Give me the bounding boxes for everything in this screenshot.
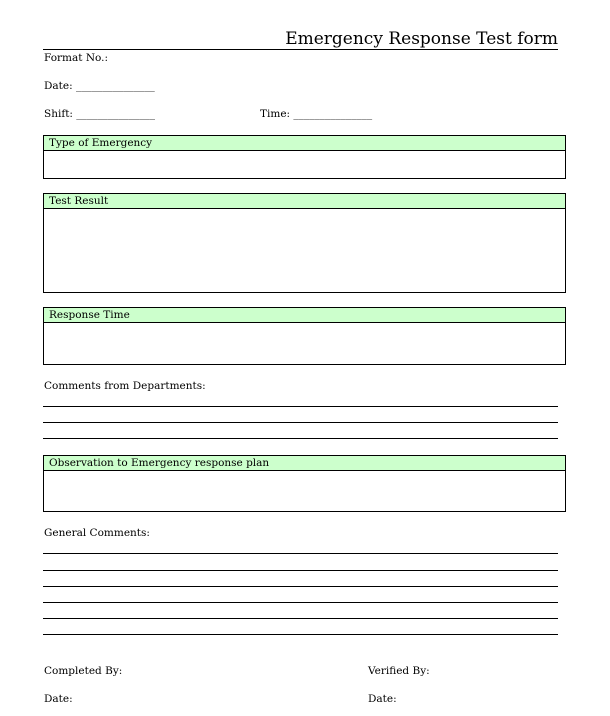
time-label: Time: _______________: [260, 108, 373, 120]
general-comment-line: [43, 634, 558, 635]
date-label: Date: _______________: [44, 80, 155, 92]
completed-date-label: Date:: [44, 693, 73, 705]
form-title: Emergency Response Test form: [285, 29, 558, 49]
observation-header: Observation to Emergency response plan: [44, 456, 565, 471]
verified-by-label: Verified By:: [368, 665, 430, 677]
comment-line: [43, 438, 558, 439]
verified-date-label: Date:: [368, 693, 397, 705]
shift-label: Shift: _______________: [44, 108, 156, 120]
general-comment-line: [43, 570, 558, 571]
type-of-emergency-section: [43, 135, 566, 179]
comment-line: [43, 422, 558, 423]
general-comment-line: [43, 553, 558, 554]
title-underline: [43, 49, 558, 50]
response-time-header: Response Time: [44, 308, 565, 323]
test-result-section: [43, 193, 566, 293]
response-time-section: [43, 307, 566, 365]
general-comments-label: General Comments:: [44, 527, 150, 539]
type-of-emergency-header: Type of Emergency: [44, 136, 565, 151]
general-comment-line: [43, 602, 558, 603]
observation-section: [43, 455, 566, 512]
test-result-header: Test Result: [44, 194, 565, 209]
format-no-label: Format No.:: [44, 52, 109, 64]
general-comment-line: [43, 618, 558, 619]
completed-by-label: Completed By:: [44, 665, 123, 677]
comments-departments-label: Comments from Departments:: [44, 380, 206, 392]
general-comment-line: [43, 586, 558, 587]
comment-line: [43, 406, 558, 407]
